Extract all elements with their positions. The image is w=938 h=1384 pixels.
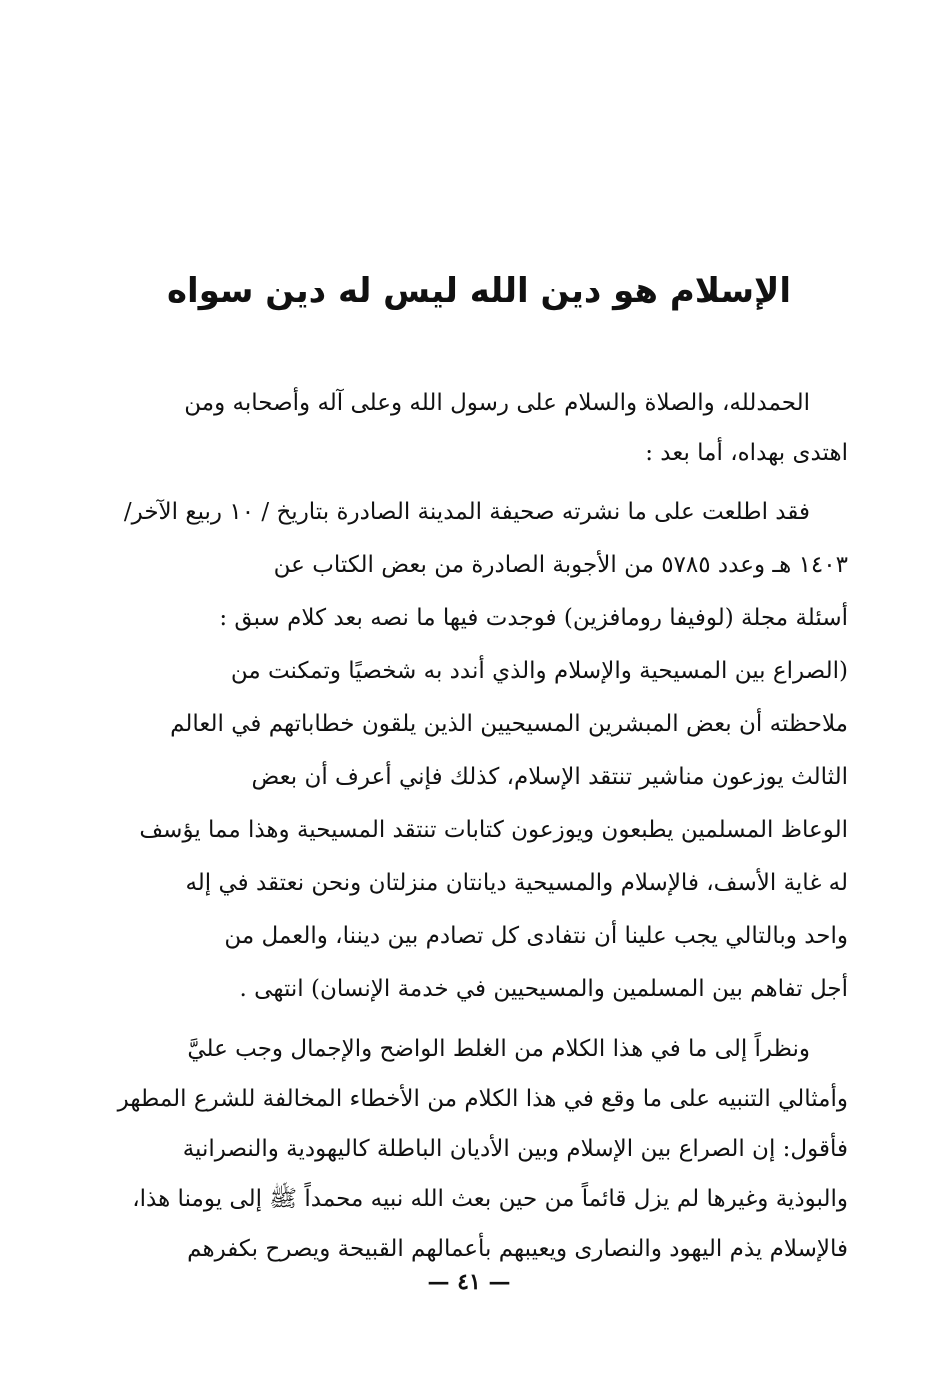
text-line: فالإسلام يذم اليهود والنصارى ويعيبهم بأعمالهم القبيحة ويصرح بكفرهم: [187, 1236, 848, 1262]
text-line: ١٤٠٣ هـ وعدد ٥٧٨٥ من الأجوبة الصادرة من بعض الكتاب عن: [273, 552, 848, 578]
page-title: الإسلام هو دين الله ليس له دين سواه: [166, 270, 791, 311]
text-line: ملاحظته أن بعض المبشرين المسيحيين الذين يلقون خطاباتهم في العالم: [170, 711, 848, 737]
text-line: أجل تفاهم بين المسلمين والمسيحيين في خدمة الإنسان) انتهى .: [239, 976, 848, 1002]
text-line: واحد وبالتالي يجب علينا أن نتفادى كل تصادم بين ديننا، والعمل من: [224, 923, 848, 949]
body-text: [110, 378, 848, 1274]
intro-paragraph: [110, 378, 848, 478]
text-line: وأمثالي التنبيه على ما وقع في هذا الكلام من الأخطاء المخالفة للشرع المطهر: [117, 1086, 848, 1112]
page-number: — ٤١ —: [427, 1269, 511, 1295]
text-line: الثالث يوزعون مناشير تنتقد الإسلام، كذلك فإني أعرف أن بعض: [251, 764, 848, 790]
text-line: والبوذية وغيرها لم يزل قائماً من حين بعث الله نبيه محمداً ﷺ إلى يومنا هذا،: [132, 1186, 848, 1212]
text-line: ونظراً إلى ما في هذا الكلام من الغلط الواضح والإجمال وجب عليَّ: [187, 1036, 810, 1062]
text-line: الحمدلله، والصلاة والسلام على رسول الله وعلى آله وأصحابه ومن: [184, 390, 810, 416]
text-line: له غاية الأسف، فالإسلام والمسيحية ديانتان منزلتان ونحن نعتقد في إله: [185, 870, 848, 896]
text-line: (الصراع بين المسيحية والإسلام والذي أندد به شخصيًا وتمكنت من: [230, 658, 848, 684]
text-line: أسئلة مجلة (لوفيفا رومافزين) فوجدت فيها ما نصه بعد كلام سبق :: [219, 605, 848, 631]
text-line: الوعاظ المسلمين يطبعون ويوزعون كتابات تنتقد المسيحية وهذا مما يؤسف: [139, 817, 848, 843]
quote-paragraph: [110, 486, 848, 1016]
text-line: فقد اطلعت على ما نشرته صحيفة المدينة الصادرة بتاريخ / ١٠ ربيع الآخر/: [123, 499, 810, 525]
response-paragraph: [110, 1024, 848, 1274]
text-line: فأقول: إن الصراع بين الإسلام وبين الأديان الباطلة كاليهودية والنصرانية: [182, 1136, 848, 1162]
text-line: اهتدى بهداه، أما بعد :: [645, 440, 848, 466]
